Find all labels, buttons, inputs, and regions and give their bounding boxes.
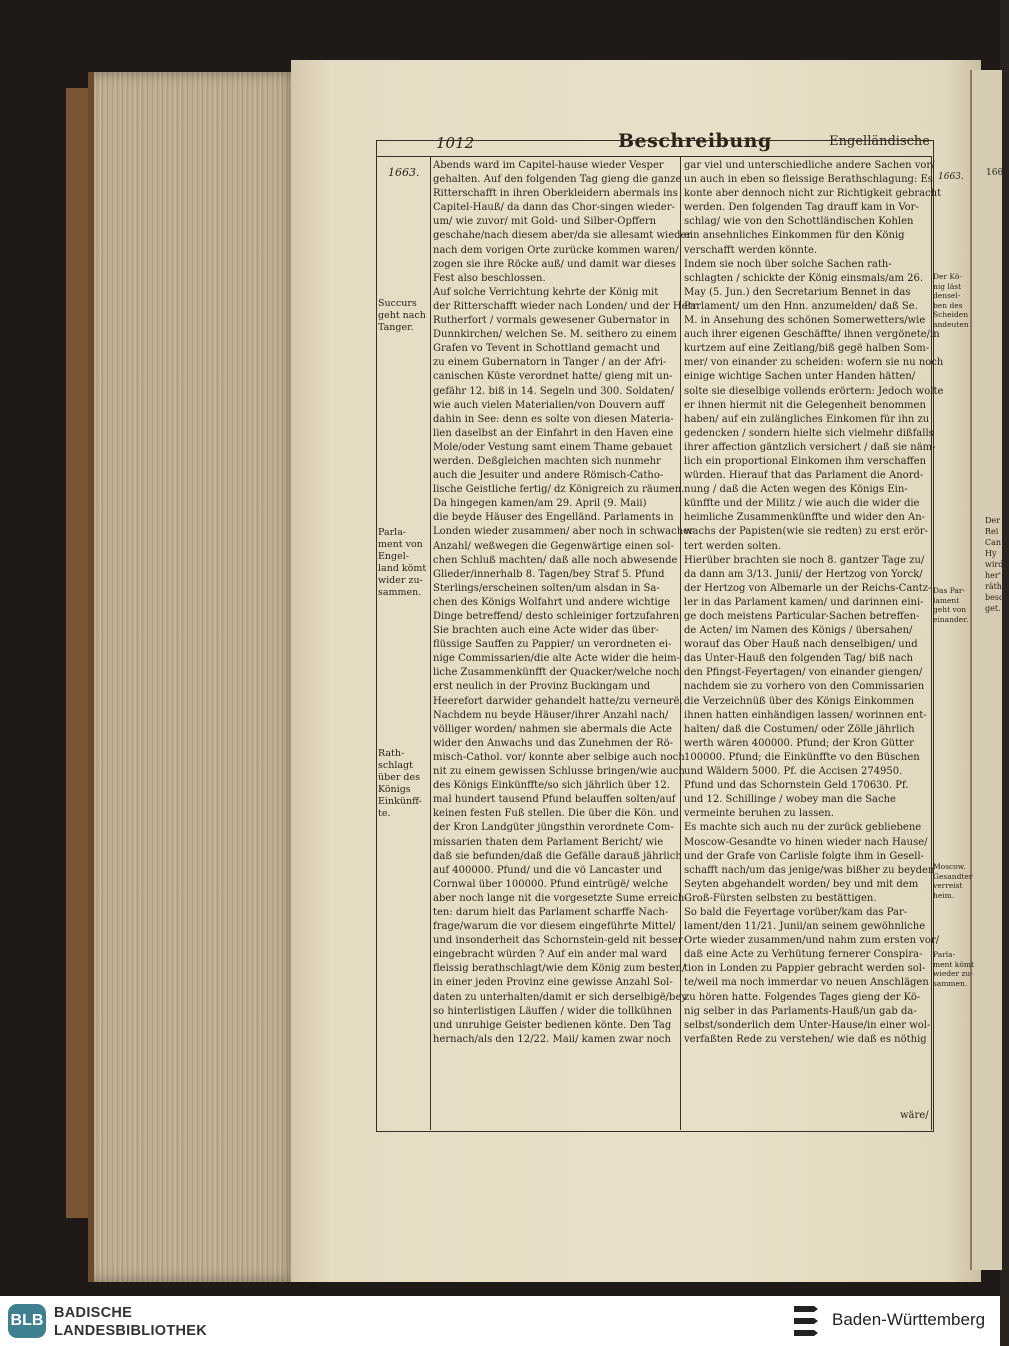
margin-note-line: Der Kö- <box>933 272 962 281</box>
margin-note-line: geht nach <box>378 310 426 321</box>
text-line: daß eine Acte zu Verhütung fernerer Conspira- <box>684 949 923 961</box>
text-line: würden. Hierauf that das Parlament die Anord- <box>684 470 924 482</box>
margin-note-line: geht von <box>933 605 967 614</box>
margin-note-line: Scheiden <box>933 310 969 319</box>
right-page-margin-line: räth <box>985 582 1002 591</box>
text-line: konte aber dennoch nicht zur Richtigkeit gebracht <box>684 188 942 200</box>
text-line: ihnen hatten einhändigen lassen/ worinnen ent- <box>684 709 927 721</box>
text-column-right <box>684 159 944 1047</box>
text-line: Glieder/innerhalb 8. Tagen/bey Straf 5. Pfund <box>433 568 665 580</box>
text-line: nung / daß die Acten wegen des Königs Ein- <box>684 484 908 496</box>
text-line: dahin in See: denn es solte von diesen Materia- <box>433 413 674 425</box>
text-line: te/weil ma noch immerdar vo neuen Anschlägen <box>684 977 929 989</box>
margin-note-line: lament <box>933 595 960 605</box>
text-line: Sterlings/erscheinen solten/um alsdan in Sa- <box>433 582 660 594</box>
text-line: die beyde Häuser des Engelländ. Parlaments in <box>433 512 674 524</box>
text-line: auch ihrer eigenen Geschäffte/ ihnen vergönete/in <box>684 329 940 341</box>
text-line: Cornwal über 100000. Pfund eintrügë/ welche <box>433 878 669 890</box>
text-line: misch-Cathol. vor/ konnte aber selbige auch noch <box>433 751 685 763</box>
text-line: liche Zusammenkünfft der Quacker/welche noch <box>433 667 680 679</box>
margin-note-line: nig läst <box>933 281 962 291</box>
right-page-margin-line: Hy <box>985 549 997 558</box>
margin-note <box>933 862 972 900</box>
text-line: geschahe/nach diesem aber/da sie allesamt wieder <box>433 230 692 242</box>
margin-note-line: Engel- <box>378 551 410 562</box>
text-line: erst neulich in der Provinz Buckingam und <box>433 681 651 693</box>
text-line: werden. Den folgenden Tag drauff kam in Vor- <box>684 202 919 214</box>
text-line: lien daselbst an der Einfahrt in den Haven eine <box>433 427 674 439</box>
margin-note-line: andeuten <box>933 319 969 329</box>
text-line: tert werden solten. <box>684 540 782 552</box>
text-line: 100000. Pfund; die Einkünffte vo den Büschen <box>684 751 920 763</box>
text-line: heimliche Zusammenkünffte und wider den An- <box>684 512 926 524</box>
text-line: künffte und der Militz / wie auch die wider die <box>684 498 920 510</box>
margin-note-line: Moscow. <box>933 862 966 871</box>
text-line: Pfund und das Schornstein Geld 170630. Pf. <box>684 780 909 792</box>
text-line: aber noch lange nit die vorgesetzte Sume erreich- <box>433 892 688 904</box>
text-line: Capitel-Hauß/ da dann das Chor-singen wieder- <box>433 202 675 214</box>
text-line: fleissig berathschlagt/wie dem König zum besten/ <box>433 963 686 975</box>
text-line: nach dem vorigen Orte zurücke kommen waren/ <box>433 244 679 256</box>
right-page-margin-line: Can <box>985 538 1002 547</box>
text-line: So bald die Feyertage vorüber/kam das Par- <box>684 906 908 918</box>
text-line: völliger worden/ nahmen sie abermals die Acte <box>433 723 672 735</box>
text-line: gedencken / sondern hielte sich vielmehr dißfalls <box>684 427 934 439</box>
text-line: Groß-Fürsten selbsten zu bestättigen. <box>684 892 877 904</box>
text-line: werth wären 400000. Pfund; der Kron Gütter <box>684 737 914 749</box>
right-page-margin-line: Der <box>985 516 1000 525</box>
margin-note-line: Parla- <box>933 950 956 959</box>
text-line: das Unter-Hauß den folgenden Tag/ biß nach <box>684 653 913 665</box>
text-line: Da hingegen kamen/am 29. April (9. Maii) <box>433 498 647 510</box>
text-line: der Hertzog von Albemarle un der Reichs-Cantz- <box>684 582 932 594</box>
margin-note-line: te. <box>378 808 391 819</box>
right-page-number: 166 <box>986 168 1004 178</box>
text-line: Mole/oder Vestung samt einem Thame gebauet <box>433 441 673 453</box>
text-line: zu hören hatte. Folgendes Tages gieng der Kö- <box>684 991 921 1003</box>
text-line: Hierüber brachten sie noch 8. gantzer Tage zu/ <box>684 554 925 566</box>
text-line: nachdem sie zu vorhero von den Commissarien <box>684 681 925 693</box>
text-line: solte sie dieselbige vollends erörtern: Jedoch wolte <box>684 385 944 397</box>
margin-note <box>378 527 426 599</box>
text-line: ihrer affection gäntzlich versichert / daß sie näm- <box>684 441 936 453</box>
margin-note-line: wider zu- <box>378 575 423 586</box>
text-line: und insonderheit das Schornstein-geld nit besser <box>433 935 683 947</box>
text-line: der Kron Landgüter jüngsthin verordnete Com- <box>433 822 674 834</box>
text-line: May (5. Jun.) den Secretarium Bennet in das <box>684 286 911 298</box>
text-line: lament/den 11/21. Junii/an seinem gewöhnliche <box>684 921 926 933</box>
text-line: canischen Küste verordnet hatte/ gieng mit un- <box>433 371 673 383</box>
text-line: der Ritterschafft wieder nach Londen/ und der Herr <box>433 300 698 312</box>
running-title-right: Engelländische <box>829 134 930 149</box>
margin-note-line: heim. <box>933 890 955 900</box>
text-line: und unruhige Geister bedienen könte. Den Tag <box>433 1019 672 1031</box>
year-note-left: 1663. <box>388 166 420 179</box>
text-line: ten: darum hielt das Parlament scharffe Nach- <box>433 906 669 918</box>
text-line: vermeinte beruhen zu lassen. <box>684 808 834 820</box>
year-note-right: 1663. <box>938 172 964 182</box>
footer-bar <box>0 1296 1000 1346</box>
margin-note-line: ment kömt <box>933 959 974 969</box>
text-line: tion in Londen zu Pappier gebracht werden sol- <box>684 963 926 975</box>
right-page-margin-line: get. <box>985 604 1001 613</box>
margin-note <box>378 748 422 820</box>
text-line: Anzahl/ weßwegen die Gegenwärtige einen sol- <box>433 540 674 552</box>
right-page-margin-line: her' <box>985 571 1001 580</box>
margin-note-line: sammen. <box>933 978 968 988</box>
text-line: Seyten abgehandelt worden/ bey und mit dem <box>684 878 919 890</box>
baden-wuerttemberg-label[interactable]: Baden-Württemberg <box>832 1310 986 1329</box>
margin-note-line: sammen. <box>378 587 422 598</box>
text-line: werden. Deßgleichen machten sich nunmehr <box>433 455 661 467</box>
margin-note-line: ment von <box>378 539 423 550</box>
text-line: wie auch vielen Materialien/von Douvern auff <box>433 399 665 411</box>
text-line: Heerefort darwider gehandelt hatte/zu verneurë. <box>433 695 683 707</box>
text-line: schafft nach/um das jenige/was bißher zu beyden <box>684 864 935 876</box>
text-line: Fest also beschlossen. <box>433 272 546 284</box>
text-line: Auf solche Verrichtung kehrte der König mit <box>433 286 659 298</box>
text-line: Es machte sich auch nu der zurück gebliebene <box>684 822 922 834</box>
text-line: Orte wieder zusammen/und nahm zum ersten vor/ <box>684 935 940 947</box>
text-line: und 12. Schillinge / wobey man die Sache <box>684 794 896 806</box>
margin-note-line: Parla- <box>378 527 407 538</box>
text-line: flüssige Sauffen zu Pappier/ un verordneten ei- <box>433 639 672 651</box>
text-line: schlagten / schickte der König einsmals/am 26. <box>684 272 924 284</box>
text-column-left <box>433 159 698 1047</box>
text-line: Indem sie noch über solche Sachen rath- <box>684 258 892 270</box>
page-number: 1012 <box>436 134 475 152</box>
text-line: nige Commissarien/die alte Acte wider die heim- <box>433 653 680 665</box>
text-line: zu einem Gubernatorn in Tanger / an der Afri- <box>433 357 667 369</box>
right-page-edge <box>970 70 1002 1270</box>
text-line: keinen festen Fuß stellen. Die über die Kön. und <box>433 808 679 820</box>
right-page-margin-fragment <box>985 515 1009 614</box>
text-line: auf 400000. Pfund/ und die vö Lancaster und <box>433 864 662 876</box>
text-line: gehalten. Auf den folgenden Tag gieng die ganze <box>433 174 682 186</box>
text-line: verschafft werden könnte. <box>684 244 818 256</box>
text-line: Grafen vo Tevent in Schottland gemacht und <box>433 343 661 355</box>
right-page-margin-line: besch <box>985 593 1009 602</box>
right-margin-rule <box>931 156 932 1130</box>
text-line: frage/warum die vor diesem eingeführte Mittel/ <box>433 921 676 933</box>
text-line: wider den Anwachs und das Zunehmen der Rö- <box>433 737 674 749</box>
text-line: auch die Jesuiter und andere Römisch-Catho- <box>433 470 664 482</box>
text-line: missarien thaten dem Parlament Bericht/ wie <box>433 836 664 848</box>
margin-note <box>933 950 974 988</box>
text-line: schlag/ wie von den Schottländischen Kohlen <box>684 216 914 228</box>
margin-note-line: ben des <box>933 300 963 310</box>
text-line: um/ wie zuvor/ mit Gold- und Silber-Opffern <box>433 216 657 228</box>
text-line: nig selber in das Parlaments-Hauß/un gab da- <box>684 1005 917 1017</box>
text-line: hernach/als den 12/22. Maii/ kamen zwar noch <box>433 1033 671 1045</box>
text-line: und Wäldern 5000. Pf. die Accisen 274950. <box>684 766 903 778</box>
margin-note <box>933 586 968 624</box>
text-line: ge doch meistens Particular-Sachen betreffen- <box>684 611 920 622</box>
text-line: de Acten/ im Namen des Königs / übersahen/ <box>684 625 913 637</box>
text-line: wachs der Papisten(wie sie redten) zu erst erör- <box>684 526 929 538</box>
text-line: lich ein proportional Einkomen ihm verschaffen <box>684 455 927 467</box>
text-line: daten zu unterhalten/damit er sich derselbigë/bey <box>433 991 688 1003</box>
text-line: kurtzem auf eine Zeitlang/biß gegë halben Som- <box>684 343 930 355</box>
margin-note <box>933 272 969 329</box>
right-page-margin-line: wird <box>985 560 1004 569</box>
text-line: er ihnen hiermit nit die Gelegenheit benommen <box>684 399 926 411</box>
text-line: nit zu einem gewissen Schlusse bringen/wie auch <box>433 766 685 778</box>
text-line: Abends ward im Capitel-hause wieder Vesper <box>433 160 664 171</box>
text-line: einige wichtige Sachen unter Handen hätten/ <box>684 371 916 383</box>
text-line: selbst/sonderlich dem Unter-Hause/in einer wol- <box>684 1019 931 1031</box>
running-title: Beschreibung <box>618 130 772 152</box>
text-line: Dinge betreffend/ desto schleiniger fortzufahren. <box>433 611 683 622</box>
text-line: mer/ von einander zu scheiden: wofern sie nu noch <box>684 357 944 369</box>
text-line: daß sie befunden/daß die Gefälle darauß jährlich <box>433 850 682 862</box>
text-line: ein ansehnliches Einkommen für den König <box>684 230 905 242</box>
text-line: Rutherfort / vormals gewesener Gubernator in <box>433 315 670 327</box>
text-line: mal hundert tausend Pfund belauffen solten/auf <box>433 794 676 806</box>
text-line: ler in das Parlament kamen/ und darinnen eini- <box>684 596 924 608</box>
page-edges <box>88 72 299 1282</box>
margin-note-line: Königs <box>378 784 411 795</box>
text-line: gar viel und unterschiedliche andere Sachen vor/ <box>684 160 935 171</box>
text-line: den Pfingst-Feyertagen/ von einander giengen/ <box>684 667 923 679</box>
text-line: halten/ daß die Costumen/ oder Zölle jährlich <box>684 723 915 735</box>
margin-note-line: verreist <box>933 881 963 890</box>
right-page-margin-line: Rei <box>985 527 999 536</box>
margin-note-line: Tanger. <box>378 322 414 333</box>
margin-note-line: über des <box>378 772 420 783</box>
text-line: da dann am 3/13. Junii/ der Hertzog von Yorck/ <box>684 568 923 580</box>
blb-logo-icon[interactable]: BLB <box>8 1304 46 1338</box>
margin-note-line: Rath- <box>378 748 405 759</box>
text-line: Ritterschafft in ihren Oberkleidern abermals ins <box>433 188 678 200</box>
text-line: zogen sie ihre Röcke auß/ und damit war dieses <box>433 258 676 270</box>
text-line: des Königs Einkünffte/so sich jährlich über 12. <box>433 780 670 792</box>
text-line: Dunnkirchen/ welchen Se. M. seithero zu einem <box>433 329 677 341</box>
text-line: un auch in eben so fleissige Berathschlagung: Es <box>684 174 933 186</box>
catchword: wäre/ <box>900 1110 929 1121</box>
baden-wuerttemberg-lions-icon <box>790 1302 822 1340</box>
margin-note-line: densel- <box>933 291 961 300</box>
left-margin-rule <box>430 156 431 1130</box>
text-line: Sie brachten auch eine Acte wider das über- <box>433 625 659 637</box>
text-line: lische Geistliche fertig/ dz Königreich zu räumen. <box>433 484 685 496</box>
margin-note-line: Das Par- <box>933 586 966 595</box>
text-line: die Verzeichnüß über des Königs Einkommen <box>684 695 915 707</box>
margin-note-line: wieder zu- <box>933 969 973 978</box>
margin-note-line: land kömt <box>378 563 427 574</box>
text-line: M. in Ansehung des schönen Somerwetters/wie <box>684 315 926 327</box>
blb-line-2: LANDESBIBLIOTHEK <box>54 1323 208 1339</box>
margin-note-line: einander. <box>933 614 969 624</box>
blb-logo-text[interactable] <box>54 1304 207 1340</box>
text-line: Moscow-Gesandte vo hinen wieder nach Hause/ <box>684 836 928 848</box>
margin-note <box>378 298 426 334</box>
text-line: so hinterlistigen Läuffen / wider die tollkühnen <box>433 1005 672 1017</box>
text-line: eingebracht würden ? Auf ein ander mal ward <box>433 949 667 961</box>
text-line: gefähr 12. biß in 14. Segeln und 300. Soldaten/ <box>433 385 674 397</box>
text-line: worauf das Ober Hauß nach denselbigen/ und <box>684 639 918 651</box>
margin-note-line: Einkünff- <box>378 796 422 807</box>
text-line: und der Grafe von Carlisle folgte ihm in Gesell- <box>684 850 925 862</box>
text-line: Nachdem nu beyde Häuser/ihrer Anzahl nach/ <box>433 709 669 721</box>
text-line: in einer jeden Provinz eine gewisse Anzahl Sol- <box>433 977 673 989</box>
text-line: Londen wieder zusammen/ aber noch in schwacher <box>433 526 694 538</box>
text-line: chen Schluß machten/ daß alle noch abwesende <box>433 554 678 566</box>
text-line: chen des Königs Wolfahrt und andere wichtige <box>433 596 671 608</box>
header-rule <box>376 156 932 157</box>
text-line: verfaßten Rede zu verstehen/ wie daß es nöthig <box>684 1033 927 1045</box>
text-line: Parlament/ um den Hnn. anzumelden/ daß Se. <box>684 300 918 312</box>
margin-note-line: schlagt <box>378 760 413 771</box>
blb-line-1: BADISCHE <box>54 1305 133 1321</box>
text-line: haben/ auf ein zulängliches Einkomen für ihn zu <box>684 413 930 425</box>
margin-note-line: Succurs <box>378 298 417 309</box>
margin-note-line: Gesandter <box>933 871 973 881</box>
